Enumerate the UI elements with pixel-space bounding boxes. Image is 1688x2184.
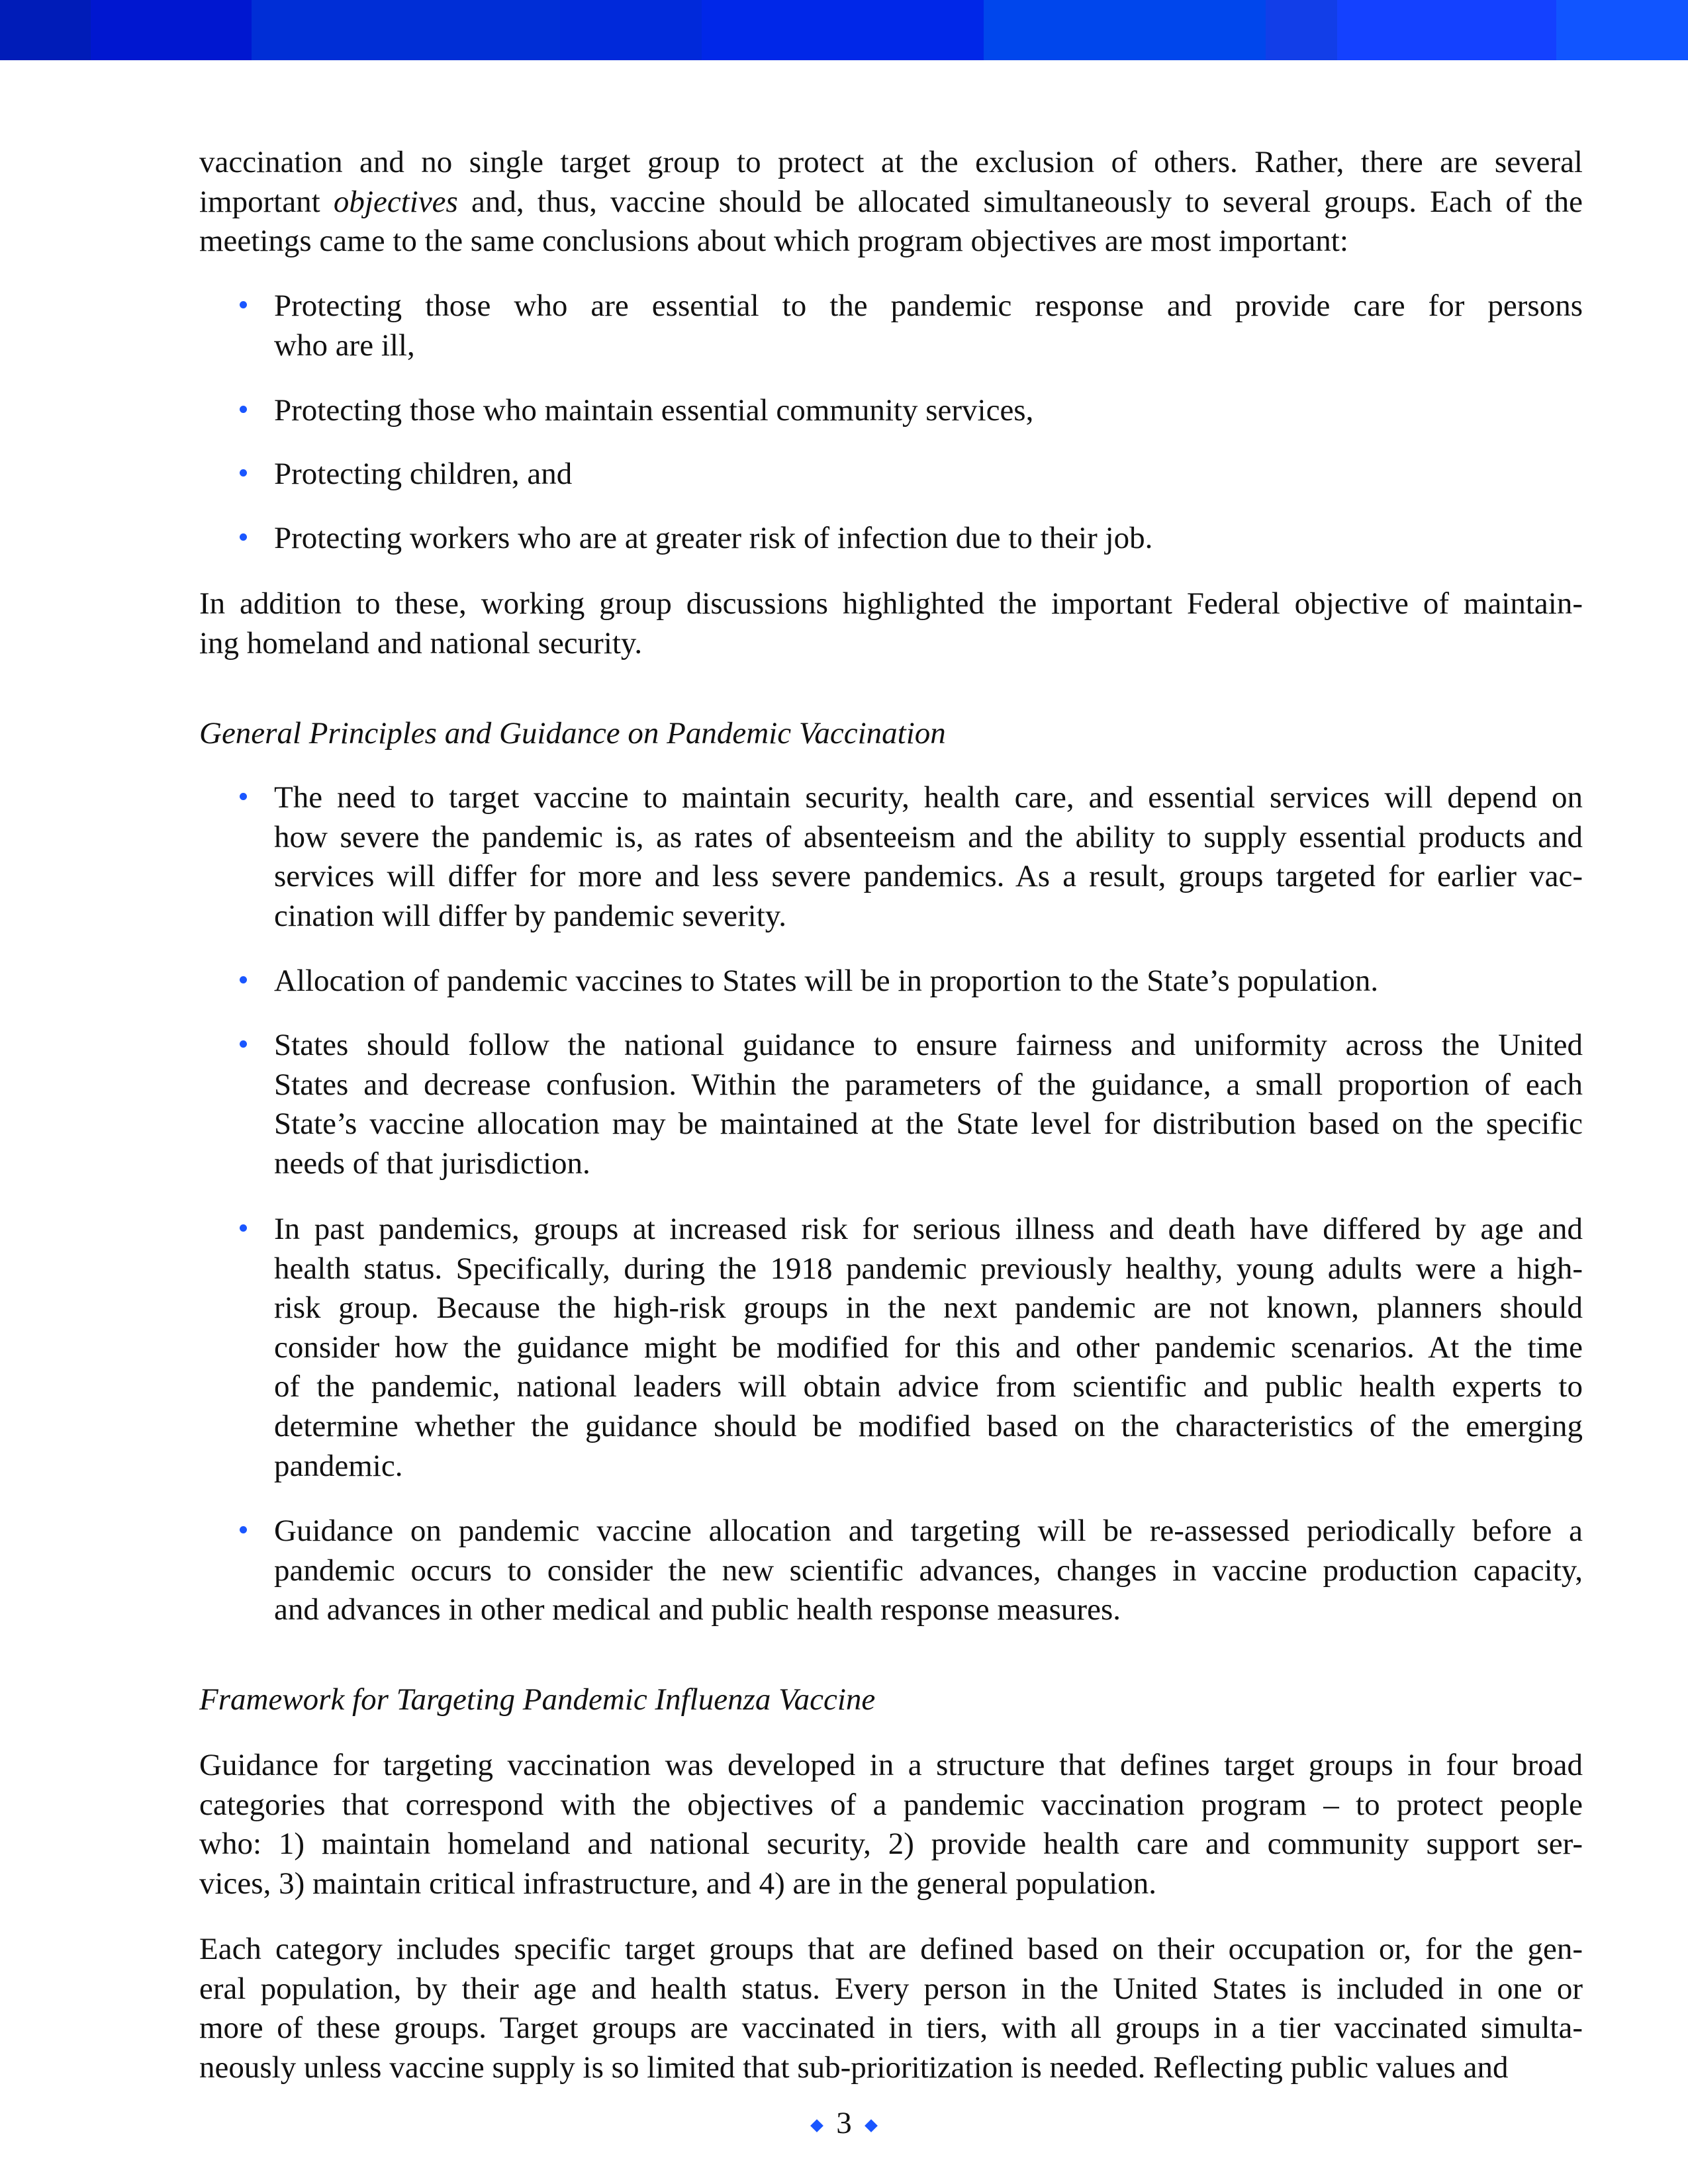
text-line: pandemic occurs to consider the new scientific advances, changes in vaccine production capacity,	[274, 1553, 1583, 1588]
text-line: In past pandemics, groups at increased risk for serious illness and death have differed by age and	[274, 1212, 1583, 1246]
text-line: Protecting those who are essential to the pandemic response and provide care for persons	[274, 289, 1583, 323]
text-line: Protecting those who maintain essential community services,	[274, 393, 1034, 428]
paragraph	[199, 1930, 1583, 2087]
text-line: In addition to these, working group discussions highlighted the important Federal objective of maintain-	[199, 586, 1583, 621]
text-line: The need to target vaccine to maintain security, health care, and essential services will depend on	[274, 780, 1583, 815]
header-color-band	[0, 0, 1688, 60]
bullet-item	[274, 391, 1583, 431]
bullet-item	[274, 519, 1583, 559]
bullet-icon	[240, 1040, 247, 1048]
bullet-icon	[240, 793, 247, 800]
text-line: neously unless vaccine supply is so limited that sub-prioritization is needed. Reflecting public values and	[199, 2050, 1509, 2085]
text-line: Each category includes specific target groups that are defined based on their occupation or, for the gen-	[199, 1932, 1583, 1966]
diamond-icon	[865, 2119, 878, 2132]
text-segment: important	[199, 184, 334, 219]
text-line: States and decrease confusion. Within the parameters of the guidance, a small proportion of each	[274, 1067, 1583, 1102]
text-line: State’s vaccine allocation may be maintained at the State level for distribution based on the specific	[274, 1107, 1583, 1142]
text-line: more of these groups. Target groups are vaccinated in tiers, with all groups in a tier vaccinated simulta-	[199, 2011, 1583, 2046]
bullet-icon	[240, 976, 247, 983]
bullet-item	[274, 1512, 1583, 1630]
text-line: meetings came to the same conclusions about which program objectives are most important:	[199, 224, 1348, 259]
bullet-item	[274, 287, 1583, 365]
text-line: Protecting workers who are at greater risk of infection due to their job.	[274, 521, 1153, 555]
text-line: cination will differ by pandemic severity.	[274, 898, 786, 933]
text-line: how severe the pandemic is, as rates of absenteeism and the ability to supply essential products and	[274, 819, 1583, 854]
text-line: risk group. Because the high-risk groups in the next pandemic are not known, planners should	[274, 1291, 1583, 1326]
text-line: Guidance on pandemic vaccine allocation and targeting will be re-assessed periodically before a	[274, 1514, 1583, 1548]
section-heading	[199, 1680, 1583, 1720]
text-line: Guidance for targeting vaccination was developed in a structure that defines target groups in four broad	[199, 1748, 1583, 1782]
text-line: of the pandemic, national leaders will obtain advice from scientific and public health experts to	[274, 1369, 1583, 1404]
bullet-item	[274, 962, 1583, 1001]
text-line: Framework for Targeting Pandemic Influenza Vaccine	[199, 1682, 876, 1717]
bullet-icon	[240, 1526, 247, 1533]
text-line: Protecting children, and	[274, 457, 573, 491]
bullet-item	[274, 778, 1583, 936]
text-line: who are ill,	[274, 328, 415, 363]
bullet-item	[274, 1026, 1583, 1183]
text-line: States should follow the national guidance to ensure fairness and uniformity across the United	[274, 1028, 1583, 1062]
text-line: Allocation of pandemic vaccines to States will be in proportion to the State’s population.	[274, 964, 1379, 998]
diamond-icon	[810, 2119, 823, 2132]
paragraph	[199, 584, 1583, 663]
text-line: vices, 3) maintain critical infrastructure, and 4) are in the general population.	[199, 1866, 1156, 1901]
paragraph	[199, 143, 1583, 261]
page-footer	[0, 2105, 1688, 2141]
text-line: health status. Specifically, during the 1918 pandemic previously healthy, young adults were a high-	[274, 1251, 1583, 1286]
text-line: needs of that jurisdiction.	[274, 1146, 590, 1181]
text-line: consider how the guidance might be modified for this and other pandemic scenarios. At the time	[274, 1330, 1583, 1365]
text-line: who: 1) maintain homeland and national security, 2) provide health care and community support ser-	[199, 1827, 1583, 1862]
text-line: and advances in other medical and public health response measures.	[274, 1592, 1121, 1627]
bullet-icon	[240, 533, 247, 541]
text-line	[199, 183, 1583, 222]
text-line: vaccination and no single target group to protect at the exclusion of others. Rather, there are several	[199, 145, 1583, 179]
bullet-icon	[240, 469, 247, 477]
bullet-icon	[240, 1224, 247, 1232]
text-line: eral population, by their age and health status. Every person in the United States is included in one or	[199, 1971, 1583, 2006]
page-number: 3	[836, 2106, 852, 2140]
text-line: pandemic.	[274, 1448, 403, 1483]
bullet-icon	[240, 301, 247, 308]
text-line: services will differ for more and less severe pandemics. As a result, groups targeted for earlier vac-	[274, 859, 1583, 894]
text-line: categories that correspond with the objectives of a pandemic vaccination program – to protect people	[199, 1787, 1583, 1822]
bullet-item	[274, 1210, 1583, 1486]
paragraph	[199, 1746, 1583, 1903]
text-line: General Principles and Guidance on Pandemic Vaccination	[199, 716, 946, 751]
text-line: ing homeland and national security.	[199, 625, 643, 660]
text-line: determine whether the guidance should be modified based on the characteristics of the emerging	[274, 1408, 1583, 1443]
section-heading	[199, 714, 1583, 754]
text-segment: and, thus, vaccine should be allocated simultaneously to several groups. Each of the	[457, 184, 1583, 219]
emphasis-text: objectives	[333, 184, 458, 219]
bullet-icon	[240, 406, 247, 413]
bullet-item	[274, 455, 1583, 494]
